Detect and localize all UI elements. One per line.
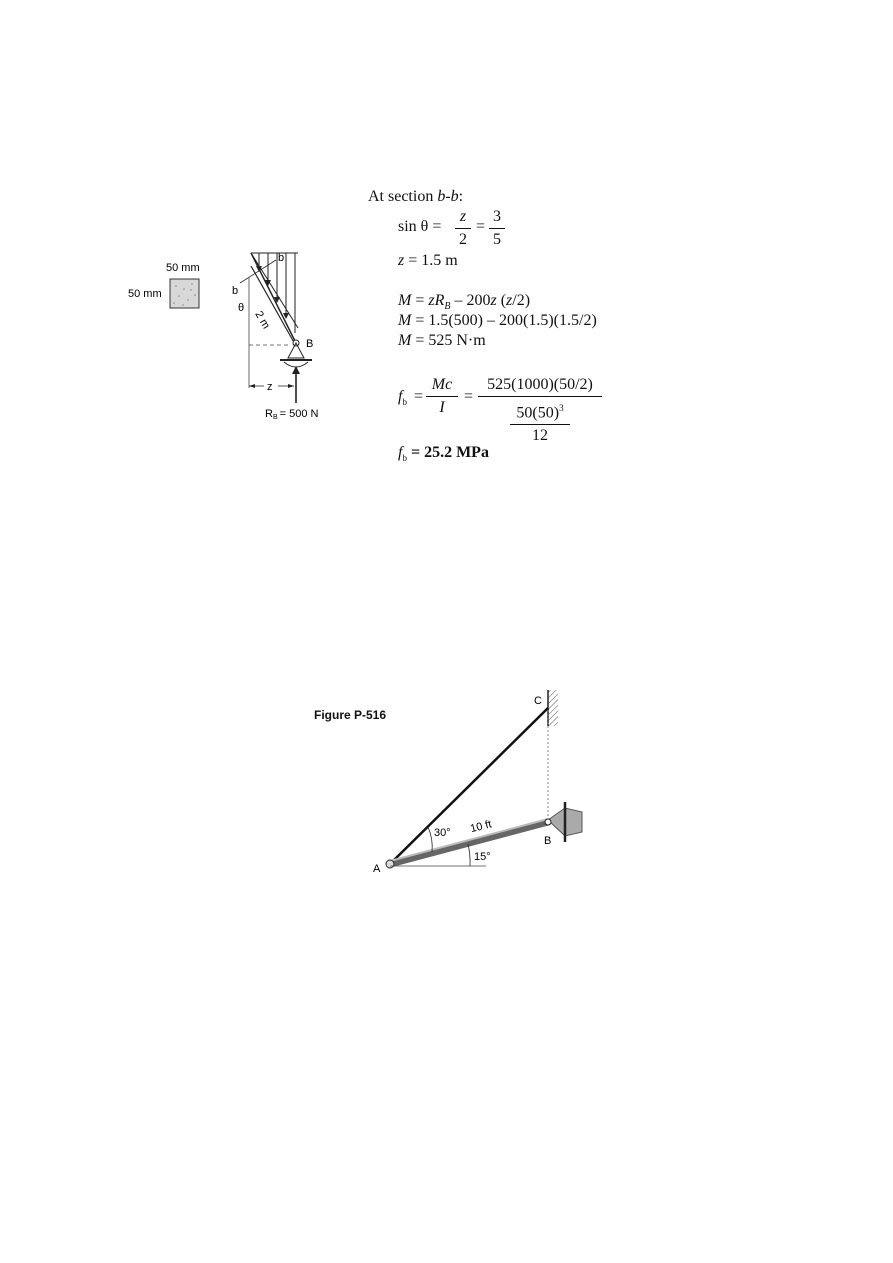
beam-free-body-diagram: [118, 238, 348, 433]
sin-fraction-1: [455, 207, 471, 250]
stress-den-exp: 3: [559, 403, 564, 413]
m3-var: M: [398, 332, 412, 349]
m1-z: z: [490, 292, 497, 309]
stress-den-num: 50(50): [516, 404, 560, 422]
stress-equals: =: [414, 388, 424, 405]
moment-equation-line-2: [398, 311, 597, 331]
stress-den-den: 12: [532, 427, 548, 445]
heading-prefix: At section: [368, 188, 438, 205]
angle-arc-30: [428, 827, 432, 852]
fb-var: f: [398, 388, 403, 405]
stress-numeric-fraction: [478, 375, 602, 446]
m2-rest: = 1.5(500) – 200(1.5)(1.5/2): [411, 312, 597, 329]
mc-num: Mc: [431, 376, 453, 393]
height-dimension-label: 50 mm: [128, 288, 162, 300]
length-label: 10 ft: [469, 818, 493, 836]
i-den: I: [439, 399, 445, 416]
m1-eq: =: [411, 292, 429, 309]
result-sub: b: [402, 453, 407, 464]
m1-zrb: zR: [428, 292, 445, 309]
angle-arc-15: [468, 844, 470, 866]
z-var: z: [398, 252, 405, 269]
width-dimension-label: 50 mm: [166, 262, 200, 274]
sin-frac2-num: 3: [493, 208, 501, 225]
angle-30-label: 30°: [434, 827, 451, 839]
result-value: = 25.2 MPa: [406, 444, 489, 461]
reaction-label: RB = 500 N: [265, 408, 319, 421]
z-dimension-label: z: [267, 381, 273, 393]
moment-equation-line-3: [398, 331, 486, 351]
point-c-label: C: [534, 695, 542, 707]
mc-over-i-fraction: [426, 375, 458, 418]
stress-result: [398, 443, 489, 468]
m1-mid: – 200: [450, 292, 491, 309]
sin-frac1-den: 2: [459, 231, 467, 248]
z-value-line: [398, 251, 458, 271]
solution-heading: [368, 187, 463, 207]
m2-var: M: [398, 312, 412, 329]
beam-length-label: 2 m: [252, 309, 273, 332]
strut-cable-diagram: [300, 680, 600, 880]
figure-title: Figure P-516: [314, 708, 387, 722]
m1-sub-b: B: [444, 301, 451, 313]
point-b-label: B: [544, 835, 552, 847]
m1-tail: /2): [512, 292, 531, 309]
stress-den: [478, 398, 602, 446]
pin-a: [386, 860, 394, 868]
heading-suffix: :: [458, 188, 464, 205]
sin-theta-lhs: sin θ =: [398, 218, 442, 235]
angle-theta-label: θ: [238, 302, 245, 314]
point-b-label: B: [306, 338, 314, 350]
fb-sub: b: [402, 397, 407, 408]
heading-section-name: b-b: [437, 188, 459, 205]
angle-15-label: 15°: [474, 851, 491, 863]
m1-z2: z: [506, 292, 513, 309]
sin-frac1-num: z: [459, 208, 467, 225]
z-value: = 1.5 m: [404, 252, 458, 269]
m1-paren: (: [496, 292, 507, 309]
pin-b: [545, 819, 551, 825]
m1-var: M: [398, 292, 412, 309]
section-label-top: b: [278, 252, 285, 264]
m3-rest: = 525 N·m: [411, 332, 486, 349]
stress-num: 525(1000)(50/2): [487, 376, 593, 393]
sin-equals: =: [476, 218, 486, 235]
result-var: f: [398, 444, 403, 461]
sin-fraction-2: [489, 207, 505, 250]
stress-equals-2: =: [464, 388, 474, 405]
wall-support-c: [548, 690, 558, 726]
stress-lhs: [398, 387, 407, 412]
point-a-label: A: [373, 863, 381, 875]
sin-frac2-den: 5: [493, 231, 501, 248]
section-label-left: b: [232, 285, 239, 297]
strut-ab: [390, 822, 548, 864]
